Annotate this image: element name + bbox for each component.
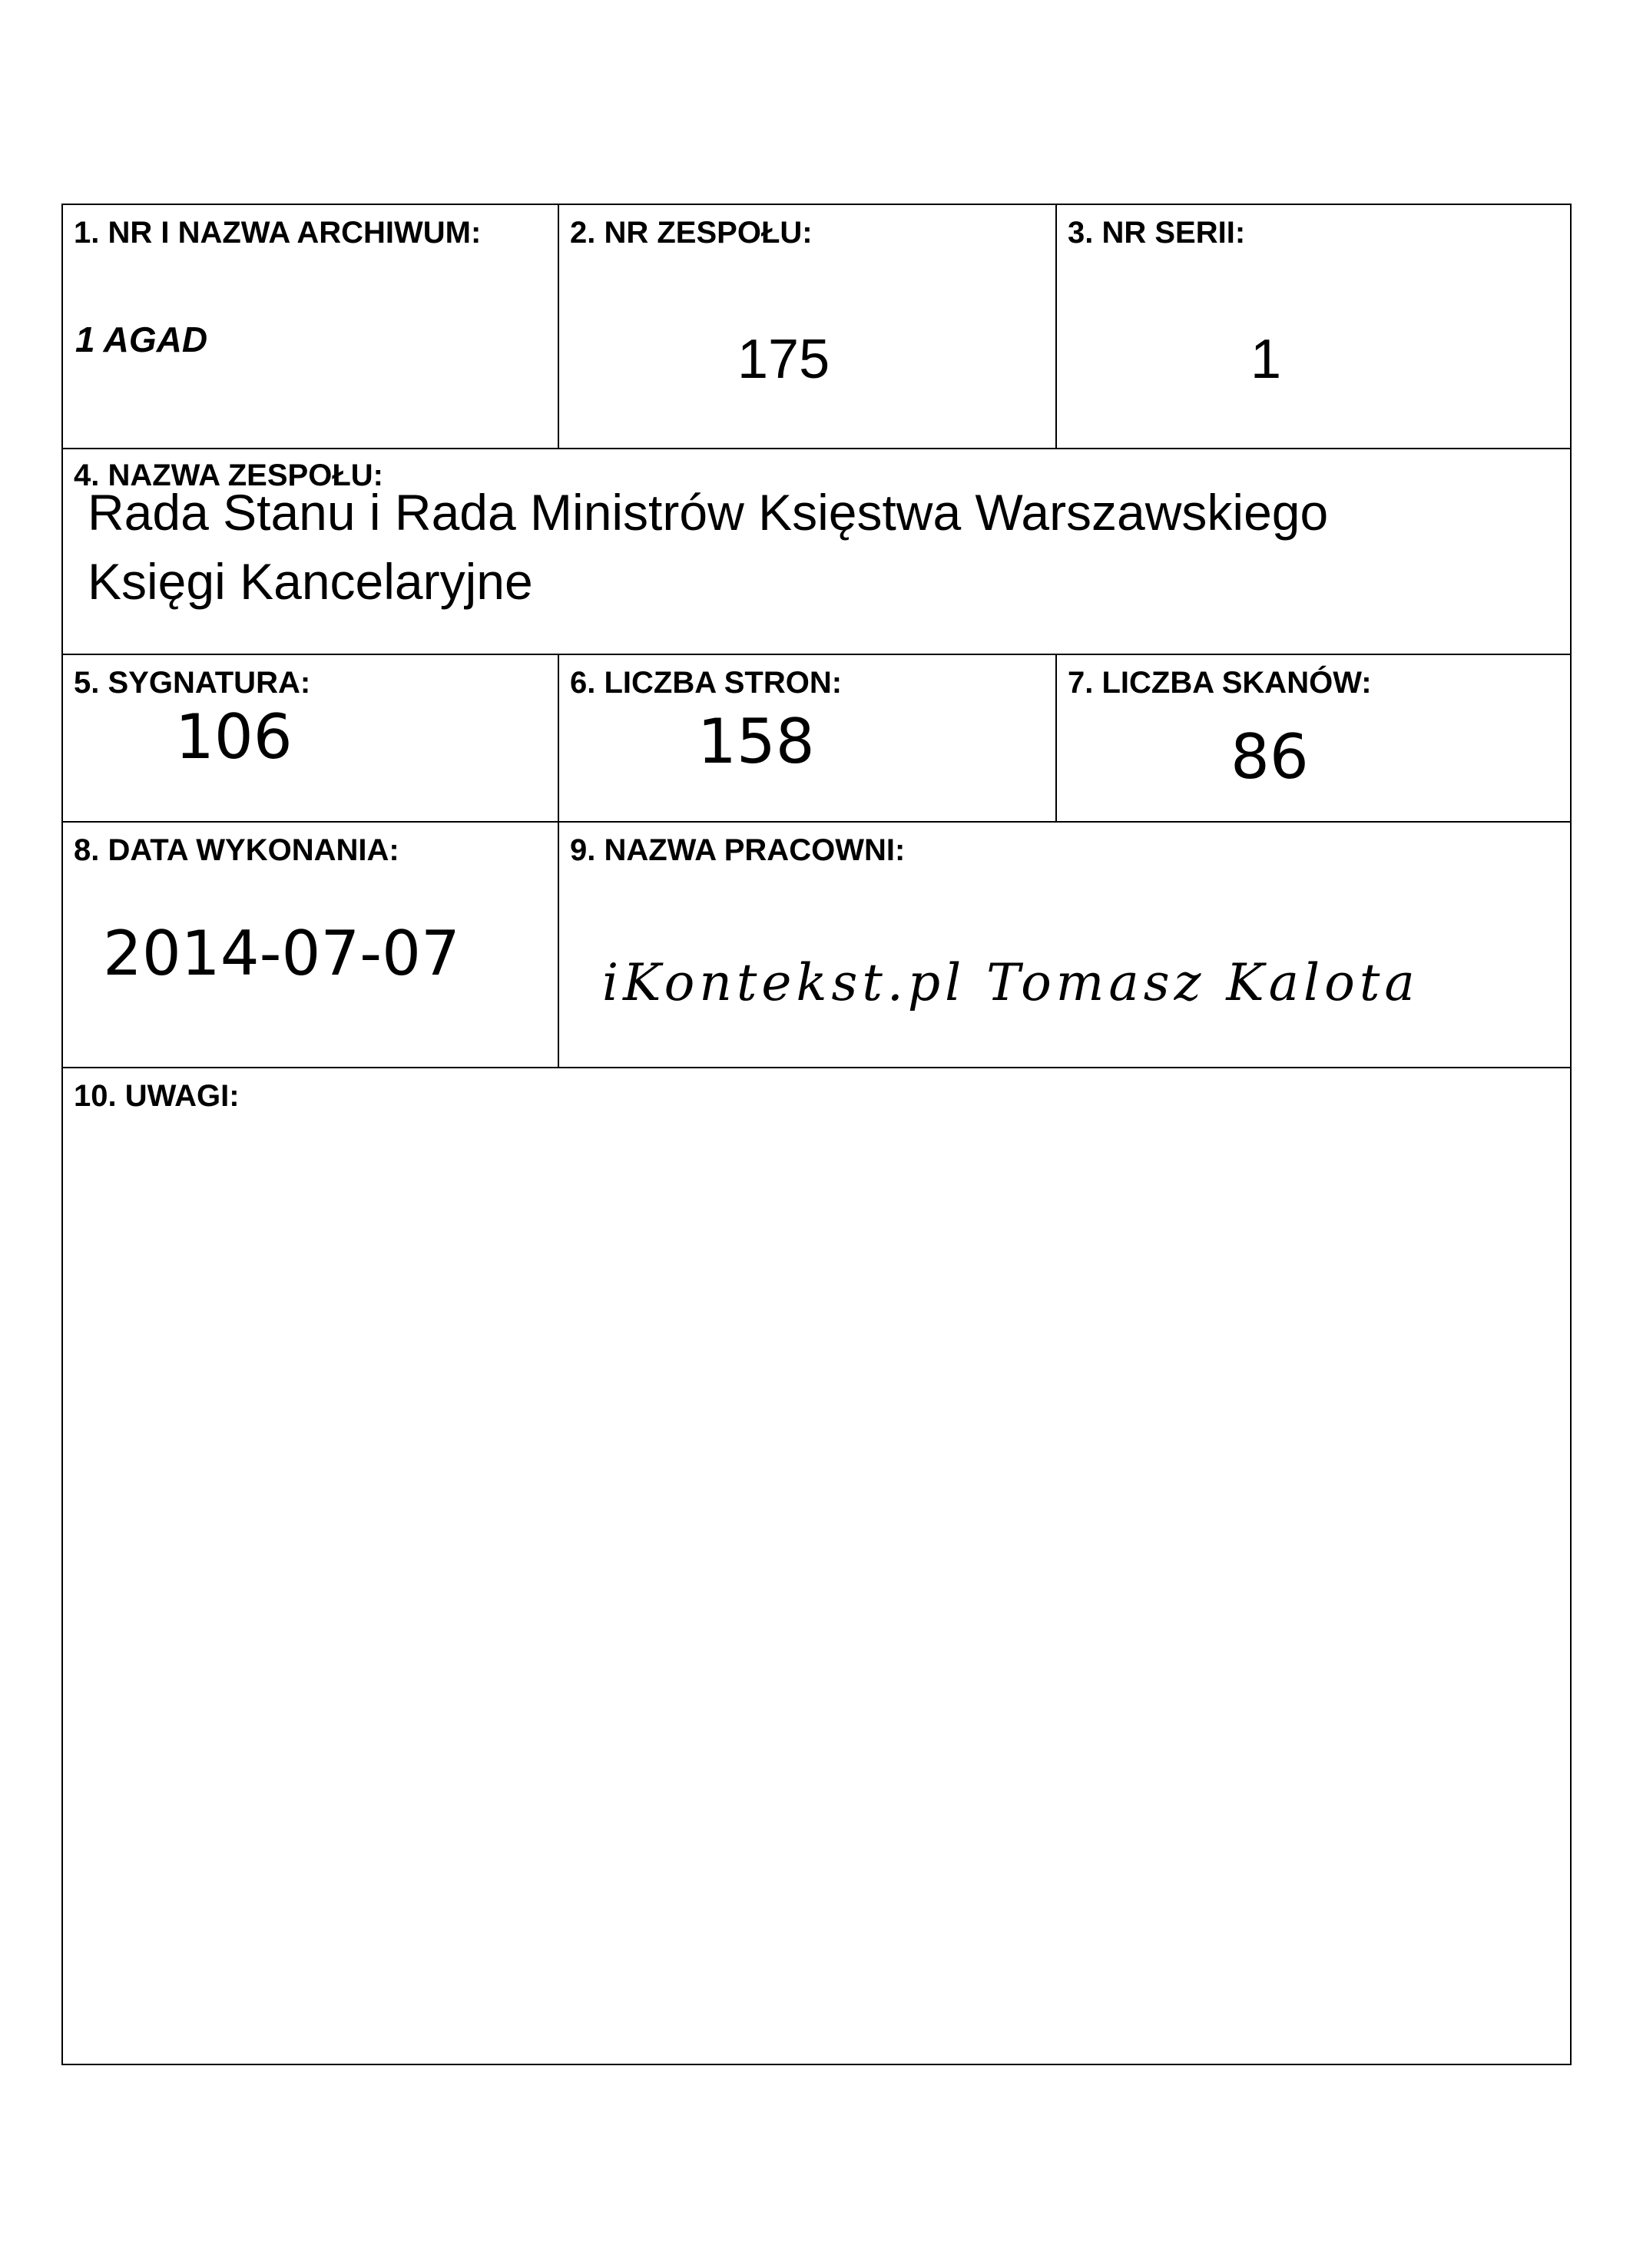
- fond-name-line-2: Księgi Kancelaryjne: [88, 553, 533, 610]
- date-value: 2014-07-07: [103, 918, 460, 989]
- series-number-cell: [1057, 205, 1570, 449]
- workshop-label: 9. NAZWA PRACOWNI:: [570, 833, 906, 867]
- scan-count-value: 86: [1231, 721, 1309, 793]
- archive-value: 1 AGAD: [75, 320, 208, 359]
- archive-cell: [63, 205, 559, 449]
- fond-number-cell: [559, 205, 1057, 449]
- notes-cell: [63, 1068, 1570, 2064]
- date-label: 8. DATA WYKONANIA:: [74, 833, 399, 867]
- fond-name-line-1: Rada Stanu i Rada Ministrów Księstwa Warszawskiego: [88, 484, 1329, 541]
- fond-number-label: 2. NR ZESPOŁU:: [570, 216, 813, 250]
- page-count-cell: [559, 655, 1057, 823]
- series-number-value: 1: [1250, 329, 1282, 390]
- archive-label: 1. NR I NAZWA ARCHIWUM:: [74, 216, 482, 250]
- page-count-label: 6. LICZBA STRON:: [570, 666, 843, 700]
- scan-count-cell: [1057, 655, 1570, 823]
- signature-label: 5. SYGNATURA:: [74, 666, 311, 700]
- fond-name-label: 4. NAZWA ZESPOŁU:: [74, 459, 383, 492]
- fond-number-value: 175: [737, 329, 830, 390]
- metadata-card: [61, 204, 1572, 2065]
- page-count-value: 158: [697, 706, 815, 777]
- signature-cell: [63, 655, 559, 823]
- signature-value: 106: [175, 701, 293, 773]
- fond-name-cell: [63, 449, 1570, 655]
- notes-label: 10. UWAGI:: [74, 1079, 240, 1113]
- date-cell: [63, 823, 559, 1068]
- scan-count-label: 7. LICZBA SKANÓW:: [1068, 666, 1372, 700]
- workshop-value: iKontekst.pl Tomasz Kalota: [602, 953, 1419, 1012]
- series-number-label: 3. NR SERII:: [1068, 216, 1246, 250]
- workshop-cell: [559, 823, 1570, 1068]
